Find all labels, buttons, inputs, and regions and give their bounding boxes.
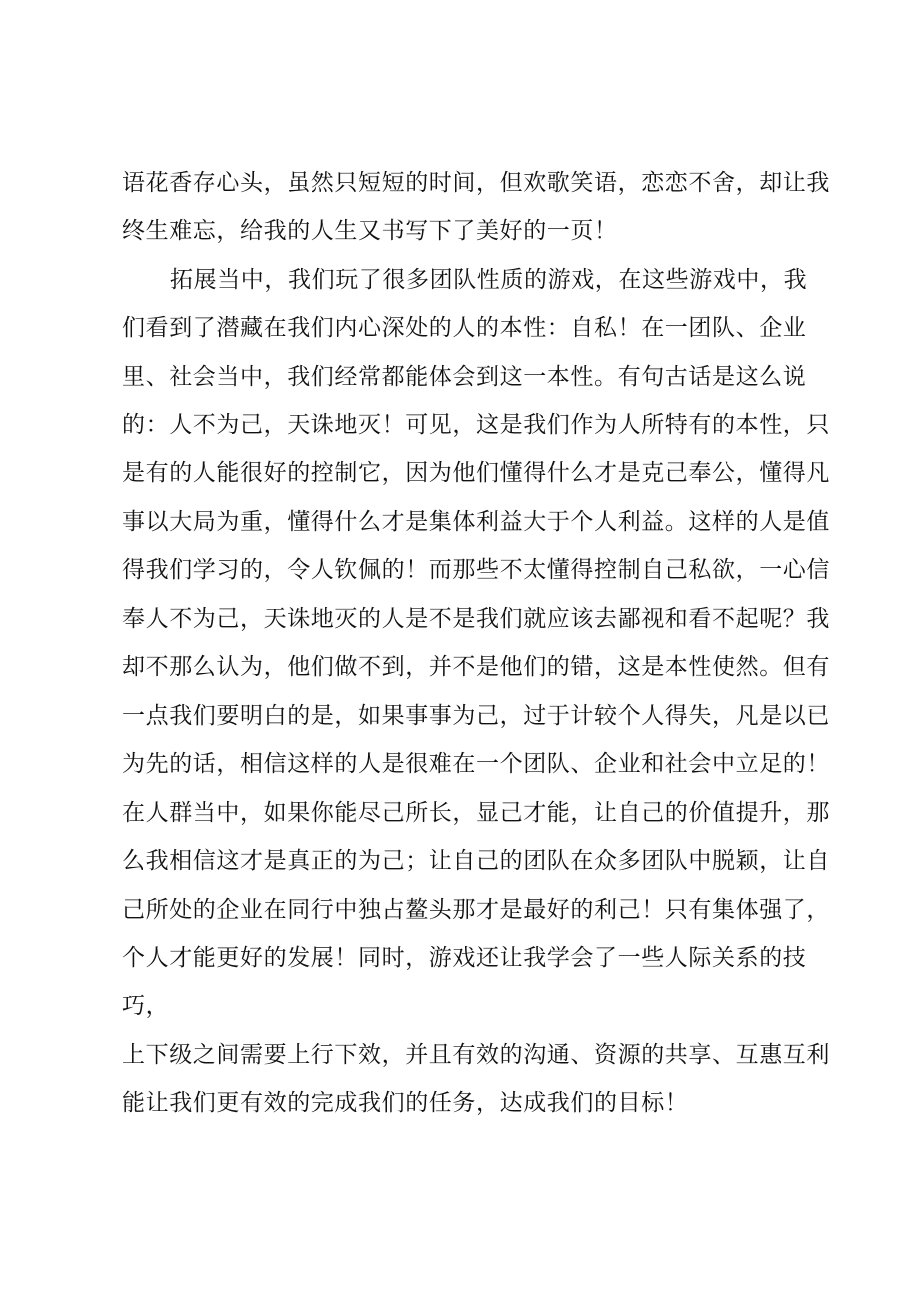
text-line: 终生难忘，给我的人生又书写下了美好的一页！ <box>122 218 618 244</box>
text-line: 能让我们更有效的完成我们的任务，达成我们的目标！ <box>122 1090 689 1116</box>
text-line: 语花香存心头，虽然只短短的时间，但欢歌笑语，恋恋不舍，却让我 <box>122 170 830 196</box>
text-line: 事以大局为重，懂得什么才是集体利益大于个人利益。这样的人是值 <box>122 509 830 535</box>
text-line: 们看到了潜藏在我们内心深处的人的本性：自私！在一团队、企业 <box>122 315 807 341</box>
text-line: 奉人不为己，天诛地灭的人是不是我们就应该去鄙视和看不起呢？我 <box>122 606 830 632</box>
text-line: 么我相信这才是真正的为己；让自己的团队在众多团队中脱颖，让自 <box>122 848 830 874</box>
text-line: 里、社会当中，我们经常都能体会到这一本性。有句古话是这么说 <box>122 364 807 390</box>
text-line: 却不那么认为，他们做不到，并不是他们的错，这是本性使然。但有 <box>122 654 830 680</box>
text-line: 的：人不为己，天诛地灭！可见，这是我们作为人所特有的本性，只 <box>122 412 830 438</box>
text-line: 己所处的企业在同行中独占鳌头那才是最好的利己！只有集体强了， <box>122 897 830 923</box>
text-line: 为先的话，相信这样的人是很难在一个团队、企业和社会中立足的！ <box>122 751 830 777</box>
text-line: 一点我们要明白的是，如果事事为己，过于计较个人得失，凡是以已 <box>122 703 830 729</box>
text-line: 得我们学习的，令人钦佩的！而那些不太懂得控制自己私欲，一心信 <box>122 557 830 583</box>
text-line: 上下级之间需要上行下效，并且有效的沟通、资源的共享、互惠互利 <box>122 1042 830 1068</box>
text-line: 巧， <box>122 993 170 1019</box>
text-line: 在人群当中，如果你能尽己所长，显己才能，让自己的价值提升，那 <box>122 800 830 826</box>
text-line: 是有的人能很好的控制它，因为他们懂得什么才是克己奉公，懂得凡 <box>122 460 830 486</box>
text-line: 个人才能更好的发展！同时，游戏还让我学会了一些人际关系的技 <box>122 945 807 971</box>
paragraph-first-line: 拓展当中，我们玩了很多团队性质的游戏，在这些游戏中，我 <box>170 267 808 293</box>
